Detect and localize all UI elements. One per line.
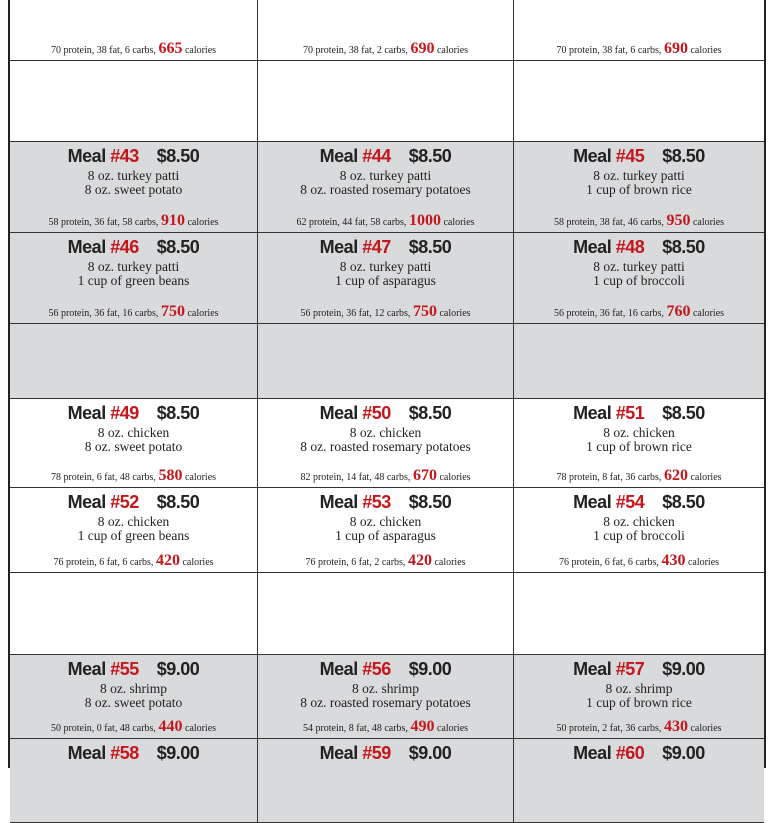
meal-protein-item: 8 oz. chicken [349, 425, 422, 440]
meal-price: $9.00 [408, 743, 452, 763]
meal-side-item [10, 0, 257, 1]
meal-label: Meal [67, 743, 106, 763]
meal-card [514, 488, 764, 572]
meal-calories: 420 [155, 552, 180, 569]
meal-macros-line [514, 467, 764, 485]
meal-calories: 750 [160, 303, 185, 320]
meal-macros: 58 protein, 38 fat, 46 carbs, [553, 217, 664, 228]
blank-cell [10, 324, 258, 398]
blank-cell [514, 324, 764, 398]
meal-macros-line [514, 303, 764, 321]
calories-label: calories [436, 45, 469, 56]
meal-card [514, 142, 764, 232]
meal-number: #59 [362, 743, 391, 763]
meal-number: #46 [110, 237, 139, 257]
meal-label: Meal [319, 237, 358, 257]
meal-card [10, 142, 258, 232]
calories-label: calories [187, 308, 219, 319]
meal-side-item: 8 oz. roasted rosemary potatoes [300, 439, 471, 454]
meal-card [514, 655, 764, 738]
meal-calories: 430 [663, 718, 688, 735]
meal-heading [10, 492, 257, 513]
meal-macros-line [514, 552, 764, 570]
meal-price: $8.50 [662, 403, 705, 423]
meal-number: #57 [615, 659, 645, 679]
meal-label: Meal [573, 237, 612, 257]
meal-heading [10, 743, 257, 764]
meal-label: Meal [67, 146, 106, 166]
meal-calories: 760 [666, 303, 691, 320]
meal-side-item: 1 cup of asparagus [335, 528, 436, 543]
meal-price: $8.50 [662, 146, 705, 166]
meal-protein-item: 8 oz. chicken [349, 514, 422, 529]
meal-heading [258, 492, 513, 513]
meal-side-item: 1 cup of green beans [77, 273, 190, 288]
meal-label: Meal [67, 403, 106, 423]
meal-heading [10, 237, 257, 258]
meal-heading [258, 403, 513, 424]
meal-calories: 690 [663, 40, 688, 57]
calories-label: calories [187, 217, 219, 228]
meal-card [10, 0, 258, 60]
calories-label: calories [184, 472, 217, 483]
meal-macros-line [514, 212, 764, 230]
meal-heading [258, 146, 513, 167]
meal-card [514, 233, 764, 323]
meal-macros-line [10, 467, 257, 485]
meal-number: #54 [615, 492, 645, 512]
meal-heading [514, 403, 764, 424]
meal-label: Meal [67, 237, 106, 257]
meal-card [514, 399, 764, 487]
meal-macros-line [10, 718, 257, 736]
meal-price: $8.50 [156, 146, 200, 166]
meal-macros-line [258, 303, 513, 321]
meal-macros-line [258, 40, 513, 58]
meal-heading [258, 659, 513, 680]
meal-macros: 76 protein, 6 fat, 6 carbs, [53, 557, 154, 568]
meal-row [10, 142, 764, 233]
meal-side-item: 1 cup of broccoli [593, 528, 685, 543]
meal-macros: 54 protein, 8 fat, 48 carbs, [302, 723, 408, 734]
calories-label: calories [692, 217, 725, 228]
meal-macros: 56 protein, 36 fat, 16 carbs, [48, 308, 159, 319]
calories-label: calories [692, 308, 725, 319]
blank-cell [514, 61, 764, 141]
meal-price: $9.00 [156, 659, 200, 679]
meal-calories: 420 [407, 552, 432, 569]
meal-row [10, 739, 764, 823]
meal-macros: 56 protein, 36 fat, 12 carbs, [300, 308, 411, 319]
meal-heading [514, 146, 764, 167]
calories-label: calories [439, 472, 471, 483]
meal-label: Meal [573, 743, 612, 763]
blank-cell [10, 61, 258, 141]
meal-protein-item: 8 oz. shrimp [99, 681, 168, 696]
meal-number: #43 [110, 146, 139, 166]
meal-number: #45 [615, 146, 645, 166]
calories-label: calories [690, 472, 722, 483]
calories-label: calories [690, 45, 722, 56]
meal-heading [514, 492, 764, 513]
meal-protein-item: 8 oz. shrimp [605, 681, 673, 696]
meal-macros-line [258, 718, 513, 736]
meal-card [258, 399, 514, 487]
meal-calories: 440 [158, 718, 183, 735]
meal-label: Meal [319, 743, 358, 763]
meal-macros: 78 protein, 8 fat, 36 carbs, [556, 472, 662, 483]
meal-protein-item: 8 oz. turkey patti [593, 259, 685, 274]
meal-macros: 78 protein, 6 fat, 48 carbs, [50, 472, 156, 483]
meal-calories: 580 [158, 467, 183, 484]
calories-label: calories [439, 308, 471, 319]
meal-card [258, 739, 514, 822]
meal-card [10, 233, 258, 323]
meal-side-item: 1 cup of green beans [77, 528, 190, 543]
meal-card [514, 0, 764, 60]
meal-row [10, 488, 764, 573]
meal-price: $9.00 [662, 659, 705, 679]
meal-number: #60 [615, 743, 645, 763]
meal-macros: 62 protein, 44 fat, 58 carbs, [296, 217, 407, 228]
blank-row [10, 573, 764, 655]
meal-heading [10, 659, 257, 680]
calories-label: calories [184, 45, 217, 56]
meal-card [258, 488, 514, 572]
meal-price: $9.00 [408, 659, 452, 679]
meal-macros-line [10, 40, 257, 58]
meal-price: $8.50 [408, 492, 452, 512]
meal-protein-item: 8 oz. turkey patti [339, 259, 432, 274]
meal-macros: 56 protein, 36 fat, 16 carbs, [553, 308, 664, 319]
meal-side-item: 8 oz. sweet potato [84, 182, 183, 197]
meal-label: Meal [319, 659, 358, 679]
calories-label: calories [690, 723, 722, 734]
blank-cell [258, 324, 514, 398]
meal-card [10, 399, 258, 487]
blank-cell [10, 573, 258, 654]
meal-calories: 750 [412, 303, 437, 320]
meal-label: Meal [319, 146, 358, 166]
meal-side-item [514, 0, 764, 1]
meal-price: $8.50 [156, 237, 200, 257]
meal-calories: 665 [158, 40, 183, 57]
meal-macros: 50 protein, 0 fat, 48 carbs, [50, 723, 156, 734]
meal-label: Meal [573, 659, 612, 679]
meal-row [10, 399, 764, 488]
calories-label: calories [182, 557, 214, 568]
meal-price: $8.50 [662, 237, 705, 257]
meal-calories: 910 [160, 212, 185, 229]
meal-heading [10, 403, 257, 424]
meal-protein-item: 8 oz. turkey patti [593, 168, 685, 183]
meal-label: Meal [67, 659, 106, 679]
meal-number: #52 [110, 492, 139, 512]
meal-heading [258, 743, 513, 764]
meal-side-item: 8 oz. roasted rosemary potatoes [300, 182, 471, 197]
meal-calories: 690 [410, 40, 435, 57]
meal-protein-item: 8 oz. chicken [603, 425, 675, 440]
meal-heading [514, 743, 764, 764]
meal-calories: 490 [410, 718, 435, 735]
meal-label: Meal [573, 403, 612, 423]
calories-label: calories [443, 217, 475, 228]
meal-number: #47 [362, 237, 391, 257]
meal-side-item: 1 cup of brown rice [586, 182, 692, 197]
meal-heading [258, 237, 513, 258]
meal-price: $8.50 [408, 403, 452, 423]
meal-card [514, 739, 764, 822]
meal-number: #50 [362, 403, 391, 423]
meal-row [10, 655, 764, 739]
meal-macros: 82 protein, 14 fat, 48 carbs, [300, 472, 411, 483]
meal-label: Meal [573, 492, 612, 512]
blank-cell [258, 61, 514, 141]
meal-side-item: 1 cup of brown rice [586, 695, 692, 710]
meal-label: Meal [319, 403, 358, 423]
meal-macros-line [258, 212, 513, 230]
meal-macros: 70 protein, 38 fat, 6 carbs, [50, 45, 156, 56]
meal-protein-item: 8 oz. turkey patti [87, 259, 180, 274]
meal-side-item: 8 oz. sweet potato [84, 439, 183, 454]
meal-macros: 76 protein, 6 fat, 2 carbs, [305, 557, 406, 568]
meal-number: #49 [110, 403, 139, 423]
meal-macros: 70 protein, 38 fat, 6 carbs, [556, 45, 662, 56]
meal-protein-item: 8 oz. chicken [97, 514, 170, 529]
meal-number: #58 [110, 743, 139, 763]
meal-side-item: 8 oz. sweet potato [84, 695, 183, 710]
meal-calories: 670 [412, 467, 437, 484]
meal-row [10, 233, 764, 324]
meal-macros-line [514, 40, 764, 58]
meal-price: $8.50 [156, 403, 200, 423]
meal-protein-item: 8 oz. turkey patti [87, 168, 180, 183]
meal-macros-line [10, 303, 257, 321]
meal-macros: 50 protein, 2 fat, 36 carbs, [556, 723, 662, 734]
meal-side-item: 8 oz. roasted rosemary potatoes [300, 695, 471, 710]
meal-macros-line [514, 718, 764, 736]
meal-protein-item: 8 oz. chicken [97, 425, 170, 440]
meal-number: #56 [362, 659, 391, 679]
meal-card [258, 0, 514, 60]
meal-card [258, 142, 514, 232]
meal-macros: 76 protein, 6 fat, 6 carbs, [558, 557, 659, 568]
meal-card [10, 655, 258, 738]
calories-label: calories [434, 557, 466, 568]
blank-row [10, 324, 764, 399]
meal-heading [514, 237, 764, 258]
meal-price: $8.50 [408, 146, 452, 166]
meal-calories: 620 [663, 467, 688, 484]
meal-number: #44 [362, 146, 391, 166]
meal-calories: 950 [666, 212, 691, 229]
meal-protein-item: 8 oz. shrimp [351, 681, 420, 696]
meal-row [10, 0, 764, 61]
meal-number: #51 [615, 403, 645, 423]
meal-card [10, 488, 258, 572]
meal-side-item: 1 cup of broccoli [593, 273, 685, 288]
meal-macros: 70 protein, 38 fat, 2 carbs, [302, 45, 408, 56]
meal-macros-line [258, 467, 513, 485]
meal-menu-sheet [8, 0, 766, 768]
meal-side-item: 1 cup of asparagus [335, 273, 436, 288]
calories-label: calories [184, 723, 217, 734]
meal-side-item [258, 0, 513, 1]
meal-protein-item: 8 oz. chicken [603, 514, 675, 529]
meal-macros-line [258, 552, 513, 570]
meal-price: $8.50 [662, 492, 705, 512]
meal-price: $8.50 [156, 492, 200, 512]
meal-card [258, 233, 514, 323]
meal-macros: 58 protein, 36 fat, 58 carbs, [48, 217, 159, 228]
meal-label: Meal [67, 492, 106, 512]
meal-price: $9.00 [662, 743, 705, 763]
meal-macros-line [10, 552, 257, 570]
meal-label: Meal [573, 146, 612, 166]
meal-heading [10, 146, 257, 167]
meal-number: #53 [362, 492, 391, 512]
meal-side-item: 1 cup of brown rice [586, 439, 692, 454]
meal-label: Meal [319, 492, 358, 512]
calories-label: calories [436, 723, 469, 734]
meal-card [258, 655, 514, 738]
meal-calories: 430 [661, 552, 686, 569]
meal-protein-item: 8 oz. turkey patti [339, 168, 432, 183]
meal-price: $8.50 [408, 237, 452, 257]
blank-cell [258, 573, 514, 654]
meal-macros-line [10, 212, 257, 230]
meal-heading [514, 659, 764, 680]
blank-cell [514, 573, 764, 654]
meal-number: #55 [110, 659, 139, 679]
calories-label: calories [687, 557, 720, 568]
meal-price: $9.00 [156, 743, 200, 763]
blank-row [10, 61, 764, 142]
meal-number: #48 [615, 237, 645, 257]
meal-calories: 1000 [408, 212, 441, 229]
meal-card [10, 739, 258, 822]
